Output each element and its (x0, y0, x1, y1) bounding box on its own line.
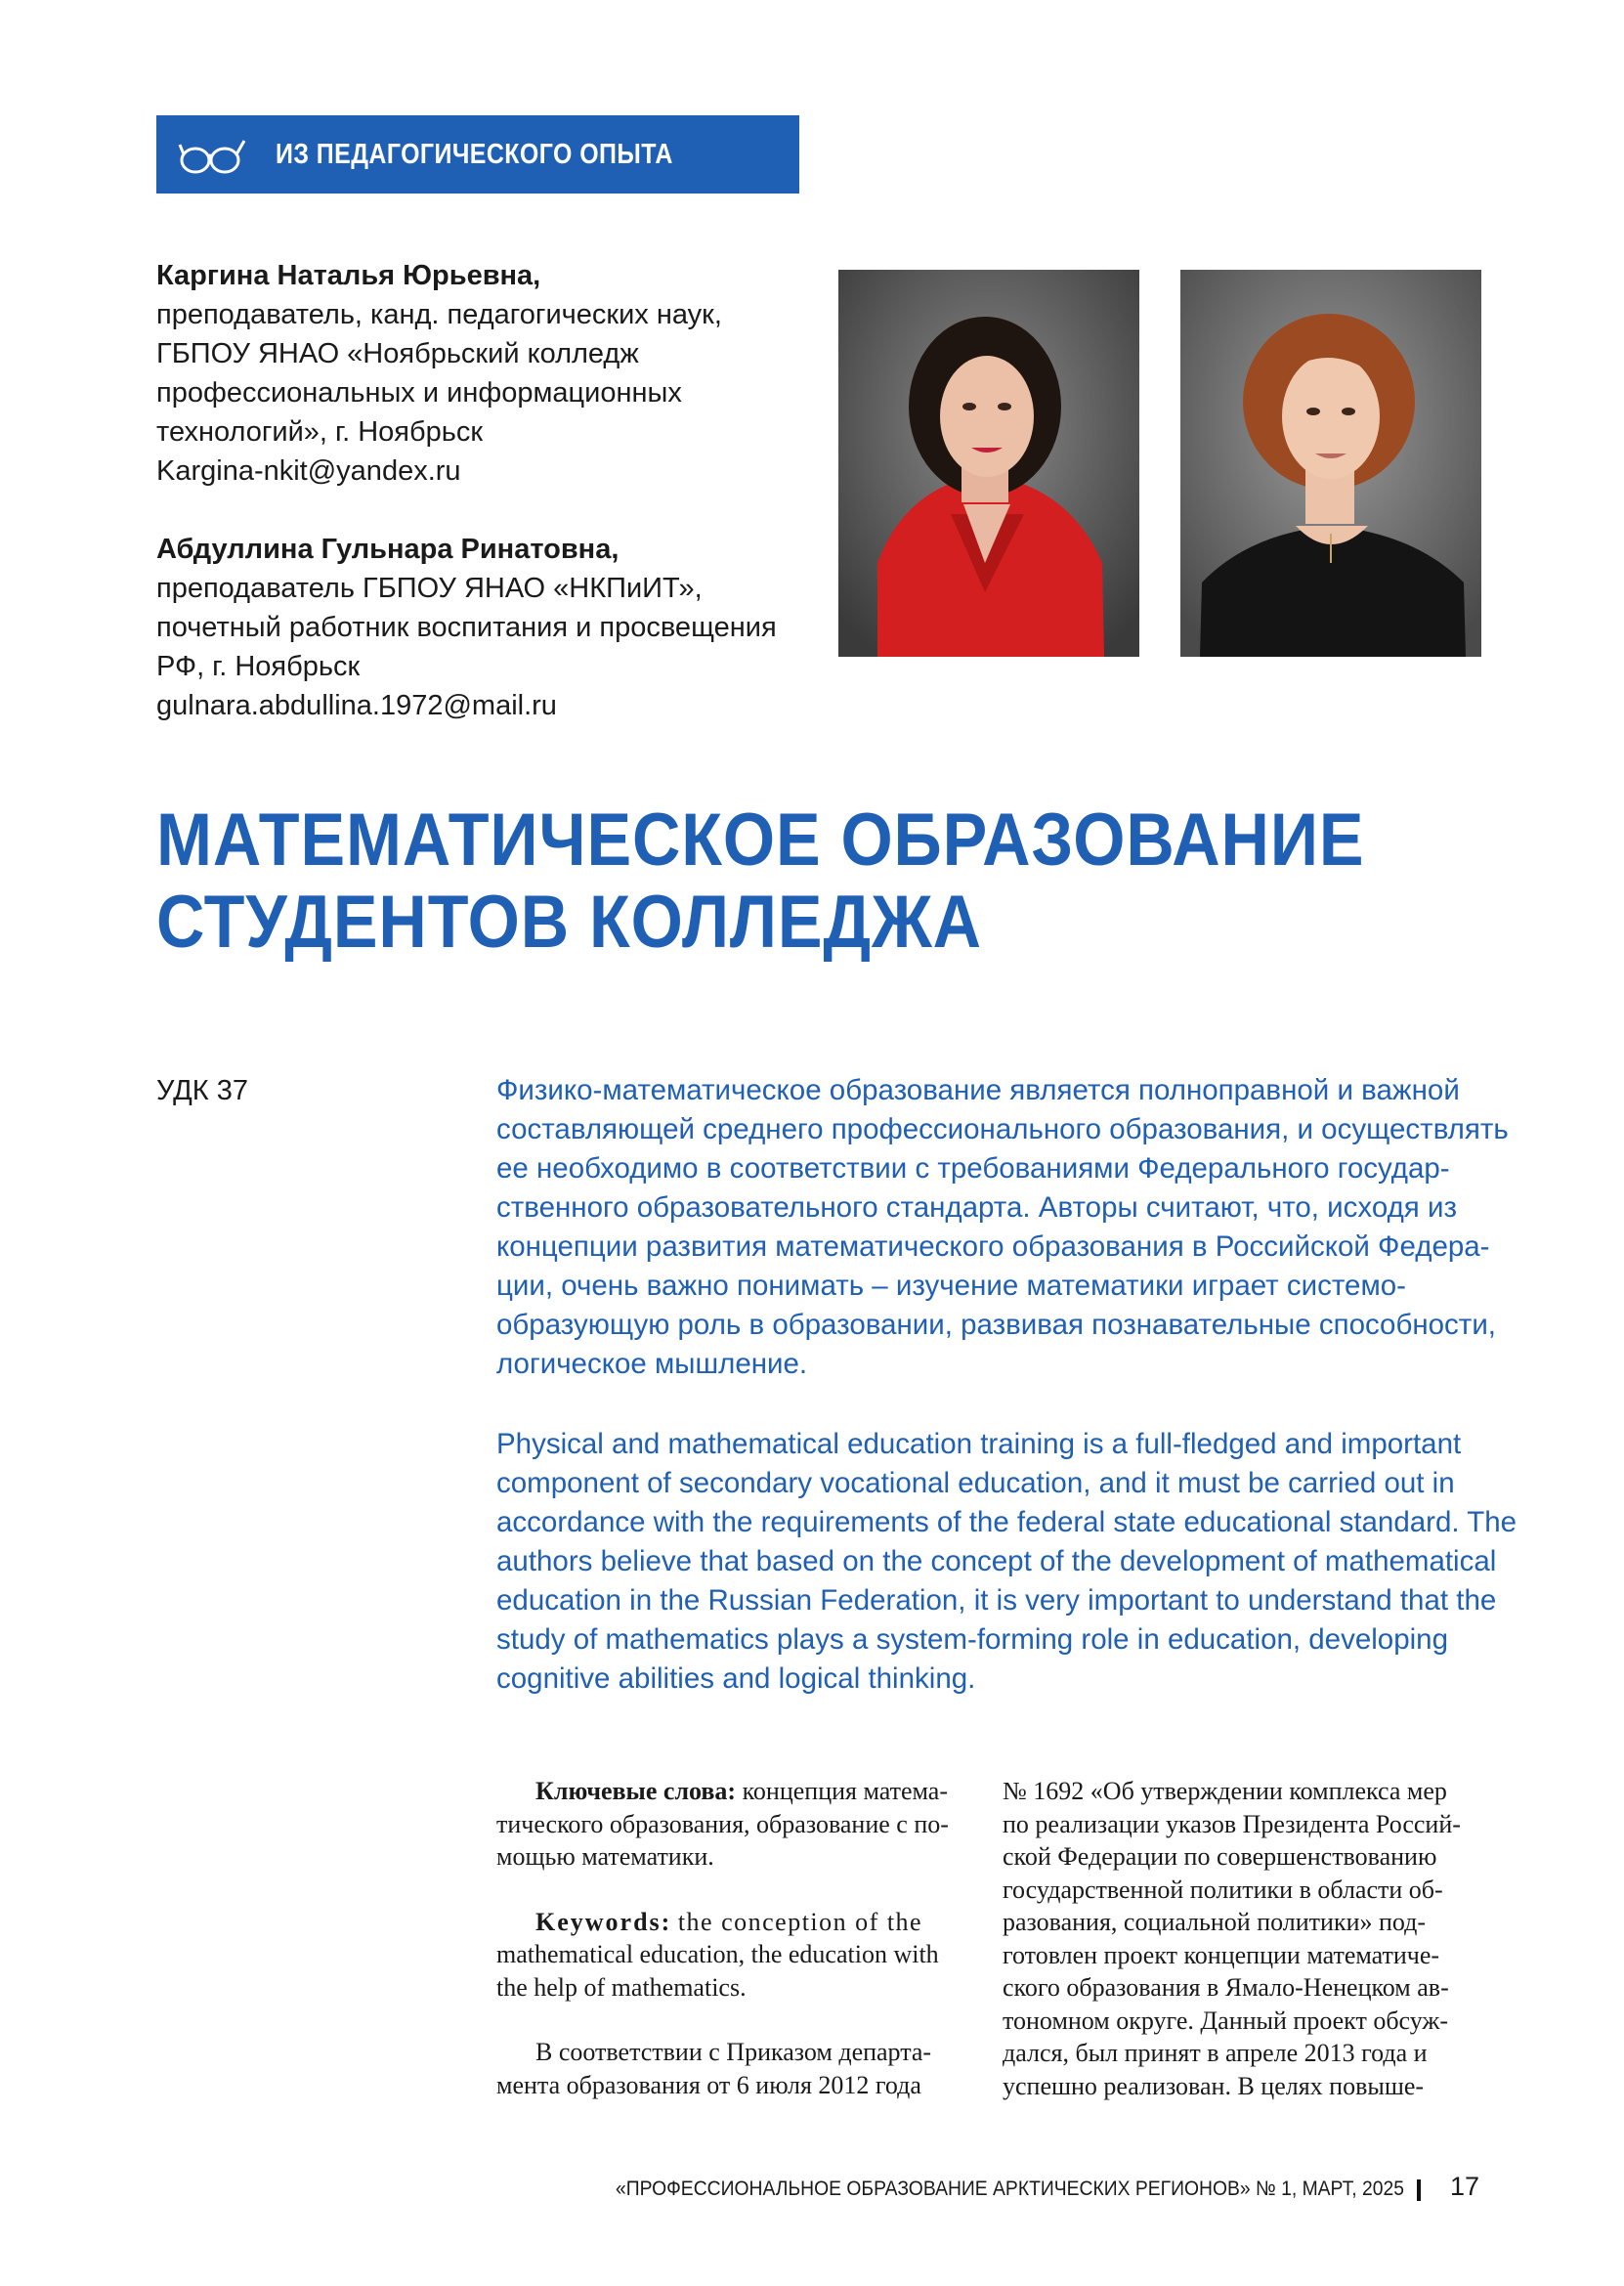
keywords-ru-label: Ключевые слова: (535, 1777, 737, 1805)
abstract-line: component of secondary vocational education, and it must be carried out in (496, 1467, 1455, 1499)
author-line: почетный работник воспитания и просвещения (156, 612, 777, 643)
keywords-en-label: Keywords: (535, 1907, 672, 1936)
body-line: тономном округе. Данный проект обсуж- (1003, 2006, 1449, 2035)
body-line: по реализации указов Президента Россий- (1003, 1809, 1461, 1838)
author-1 (156, 256, 801, 491)
author-photo-1 (838, 270, 1139, 657)
abstract-line: образующую роль в образовании, развивая познавательные способности, (496, 1309, 1496, 1341)
article-title (156, 799, 1388, 964)
author-email[interactable]: Kargina-nkit@yandex.ru (156, 455, 461, 487)
abstract-line: Physical and mathematical education training is a full-fledged and important (496, 1428, 1462, 1460)
abstract-line: концепции развития математического образования в Российской Федера- (496, 1230, 1490, 1263)
abstract-line: логическое мышление. (496, 1348, 808, 1380)
body-column-left (496, 1775, 971, 2101)
author-line: преподаватель ГБПОУ ЯНАО «НКПиИТ», (156, 573, 703, 604)
abstract-line: authors believe that based on the concept of the development of mathematical (496, 1545, 1497, 1577)
abstract-line: ственного образовательного стандарта. Авторы считают, что, исходя из (496, 1191, 1457, 1224)
author-line: ГБПОУ ЯНАО «Ноябрьский колледж (156, 338, 639, 369)
author-email[interactable]: gulnara.abdullina.1972@mail.ru (156, 690, 557, 721)
abstract-line: accordance with the requirements of the federal state educational standard. The (496, 1506, 1517, 1538)
keywords-ru-line: тического образования, образование с по- (496, 1809, 949, 1838)
author-2 (156, 530, 801, 725)
footer-divider (1417, 2179, 1421, 2201)
section-banner (156, 115, 799, 194)
keywords-ru-line: мощью математики. (496, 1842, 714, 1871)
abstract-line: education in the Russian Federation, it is very important to understand that the (496, 1584, 1497, 1617)
keywords-ru-text: концепция матема- (742, 1777, 948, 1805)
body-line: ского образования в Ямало-Ненецком ав- (1003, 1973, 1449, 2002)
keywords-en-text: the conception of the (677, 1907, 923, 1936)
author-photo-2 (1180, 270, 1481, 657)
author-line: технологий», г. Ноябрьск (156, 416, 484, 448)
body-line: разования, социальной политики» под- (1003, 1908, 1427, 1936)
body-line: готовлен проект концепции математиче- (1003, 1940, 1440, 1969)
body-paragraph (496, 2036, 971, 2101)
abstract-line: ее необходимо в соответствии с требованиями Федерального государ- (496, 1152, 1450, 1185)
section-label: ИЗ ПЕДАГОГИЧЕСКОГО ОПЫТА (276, 139, 673, 170)
keywords-en-line: the help of mathematics. (496, 1972, 747, 2002)
author-line: РФ, г. Ноябрьск (156, 651, 361, 682)
udc-code: УДК 37 (156, 1075, 248, 1106)
body-line: государственной политики в области об- (1003, 1875, 1443, 1904)
title-line-1: МАТЕМАТИЧЕСКОЕ ОБРАЗОВАНИЕ (156, 798, 1365, 882)
keywords-ru (496, 1775, 971, 1874)
body-line: дался, был принят в апреле 2013 года и (1003, 2039, 1428, 2067)
page-number: 17 (1450, 2172, 1480, 2201)
journal-footer: «ПРОФЕССИОНАЛЬНОЕ ОБРАЗОВАНИЕ АРКТИЧЕСКИХ РЕГИОНОВ» № 1, МАРТ, 2025 (616, 2178, 1404, 2200)
keywords-en (496, 1906, 971, 2005)
body-line: № 1692 «Об утверждении комплекса мер (1003, 1777, 1447, 1805)
keywords-en-line: mathematical education, the education with (496, 1940, 939, 1968)
body-line: В соответствии с Приказом департа- (535, 2038, 932, 2066)
body-column-right (1003, 1775, 1477, 2102)
abstract-line: study of mathematics plays a system-forming role in education, developing (496, 1623, 1448, 1656)
abstract-ru (496, 1071, 1509, 1384)
title-line-2: СТУДЕНТОВ КОЛЛЕДЖА (156, 881, 982, 964)
authors-block (156, 256, 801, 725)
body-line: мента образования от 6 июля 2012 года (496, 2070, 921, 2099)
author-name: Абдуллина Гульнара Ринатовна, (156, 534, 620, 565)
abstract-line: ции, очень важно понимать – изучение математики играет системо- (496, 1270, 1406, 1302)
author-name: Каргина Наталья Юрьевна, (156, 260, 541, 291)
author-line: профессиональных и информационных (156, 377, 682, 409)
glasses-icon (176, 131, 246, 178)
abstract-line: Физико-математическое образование является полноправной и важной (496, 1074, 1460, 1106)
author-line: преподаватель, канд. педагогических наук, (156, 299, 722, 330)
abstract-line: cognitive abilities and logical thinking. (496, 1662, 976, 1695)
body-line: ской Федерации по совершенствованию (1003, 1842, 1437, 1871)
abstract-en (496, 1425, 1517, 1699)
abstract-line: составляющей среднего профессионального образования, и осуществлять (496, 1113, 1509, 1145)
body-line: успешно реализован. В целях повыше- (1003, 2071, 1425, 2100)
